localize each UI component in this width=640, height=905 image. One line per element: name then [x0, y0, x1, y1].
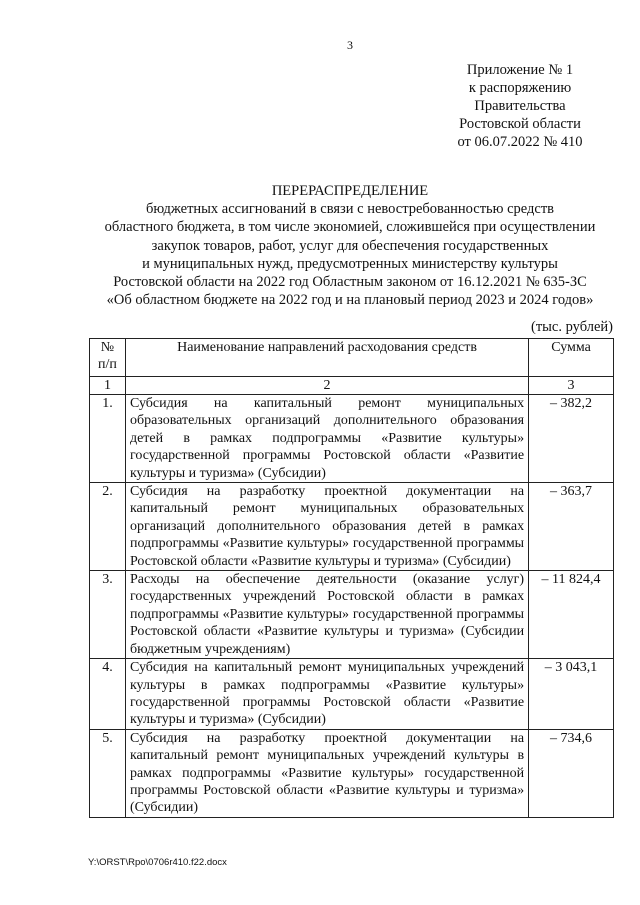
title-line: «Об областном бюджете на 2022 год и на плановый период 2023 и 2024 годов»: [106, 292, 594, 309]
row-name: Субсидия на капитальный ремонт муниципальных образовательных организаций дополнительного образования детей в рамках подпрограммы «Развитие культуры» государственной программы Ростовской области «Развитие культуры и туризма» (Субсидии): [125, 395, 528, 483]
table-header-row: [90, 339, 614, 377]
appendix-line: к распоряжению: [468, 80, 572, 96]
document-title: [80, 182, 620, 309]
column-index: 2: [125, 377, 528, 395]
page-number: 3: [347, 38, 353, 52]
row-sum: – 363,7: [529, 483, 614, 571]
header-name: Наименование направлений расходования средств: [125, 339, 528, 377]
title-line: бюджетных ассигнований в связи с невостребованностью средств: [145, 201, 555, 218]
row-number: 5.: [90, 729, 126, 817]
table-row: [90, 659, 614, 730]
title-line: закупок товаров, работ, услуг для обеспечения государственных: [151, 237, 549, 254]
header-sum: Сумма: [529, 339, 614, 377]
row-sum: – 11 824,4: [529, 571, 614, 659]
appendix-line: от 06.07.2022 № 410: [457, 134, 583, 150]
title-line: Ростовской области на 2022 год Областным законом от 16.12.2021 № 635-ЗС: [113, 274, 587, 291]
row-number: 1.: [90, 395, 126, 483]
title-heading: ПЕРЕРАСПРЕДЕЛЕНИЕ: [271, 183, 429, 199]
column-index: 3: [529, 377, 614, 395]
table-row: [90, 729, 614, 817]
column-index: 1: [90, 377, 126, 395]
table-row: [90, 571, 614, 659]
table-row: [90, 483, 614, 571]
row-sum: – 734,6: [529, 729, 614, 817]
row-sum: – 382,2: [529, 395, 614, 483]
row-sum: – 3 043,1: [529, 659, 614, 730]
title-line: областного бюджета, в том числе экономией, сложившейся при осуществлении: [104, 219, 596, 236]
appendix-header: [430, 61, 610, 151]
row-name: Субсидия на разработку проектной документации на капитальный ремонт муниципальных учреждений культуры в рамках подпрограммы «Развитие культуры» государственной программы Ростовской области «Развитие культуры и туризма» (Субсидии): [125, 729, 528, 817]
column-index-row: [90, 377, 614, 395]
row-number: 2.: [90, 483, 126, 571]
row-name: Расходы на обеспечение деятельности (оказание услуг) государственных учреждений Ростовской области в рамках подпрограммы «Развитие культуры» государственной программы Ростовской области «Развитие культуры и туризма» (Субсидии бюджетным учреждениям): [125, 571, 528, 659]
file-path-footer: Y:\ORST\Rpo\0706r410.f22.docx: [88, 857, 227, 868]
row-number: 3.: [90, 571, 126, 659]
appendix-line: Приложение № 1: [466, 62, 574, 78]
units-label: (тыс. рублей): [531, 319, 613, 335]
table-row: [90, 395, 614, 483]
row-name: Субсидия на разработку проектной документации на капитальный ремонт муниципальных образовательных организаций дополнительного образования детей в рамках подпрограммы «Развитие культуры» государственной программы Ростовской области «Развитие культуры и туризма» (Субсидии): [125, 483, 528, 571]
row-number: 4.: [90, 659, 126, 730]
row-name: Субсидия на капитальный ремонт муниципальных учреждений культуры в рамках подпрограммы «Развитие культуры» государственной программы Ростовской области «Развитие культуры и туризма» (Субсидии): [125, 659, 528, 730]
header-number: № п/п: [90, 339, 126, 377]
redistribution-table: [89, 338, 614, 818]
appendix-line: Правительства: [474, 98, 566, 114]
title-line: и муниципальных нужд, предусмотренных министерству культуры: [142, 255, 558, 272]
appendix-line: Ростовской области: [459, 116, 581, 132]
